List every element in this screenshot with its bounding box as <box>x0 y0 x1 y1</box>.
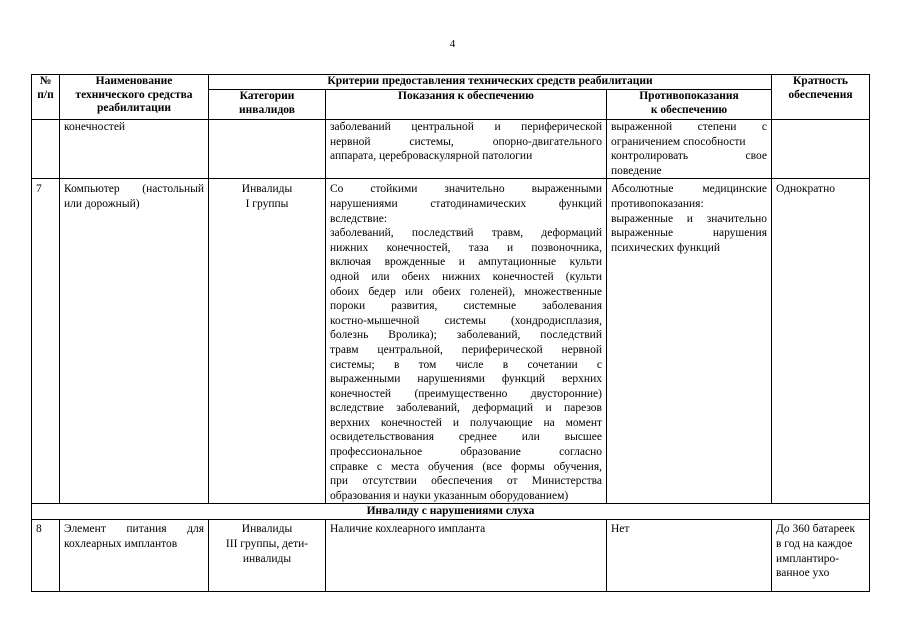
cell-category <box>209 120 326 179</box>
cell-frequency <box>772 120 870 179</box>
section-header-row <box>32 504 870 520</box>
cell-frequency: До 360 батареек в год на каждое имплантиро- ванное ухо <box>772 520 870 592</box>
cell-num <box>32 120 60 179</box>
header-categories: Категории инвалидов <box>209 90 326 120</box>
page-number: 4 <box>449 38 456 50</box>
table-row <box>32 179 870 504</box>
table-row <box>32 520 870 592</box>
cell-name: Компьютер (настольный или дорожный) <box>60 179 209 504</box>
table-row <box>32 120 870 179</box>
cell-num: 8 <box>32 520 60 592</box>
cell-category: Инвалиды I группы <box>209 179 326 504</box>
header-row-1 <box>32 75 870 90</box>
cell-indications: заболеваний центральной и периферической нервной системы, опорно-двигательного аппарата, цереброваскулярной патологии <box>326 120 607 179</box>
cell-contraindications: Нет <box>607 520 772 592</box>
cell-contraindications: Абсолютные медицинские противопоказания: выраженные и значительно выраженные нарушения психических функций <box>607 179 772 504</box>
rehab-criteria-table <box>31 74 870 592</box>
cell-contraindications: выраженной степени с ограничением способности контролировать свое поведение <box>607 120 772 179</box>
header-name: Наименование технического средства реабилитации <box>60 75 209 120</box>
header-num: № п/п <box>32 75 60 120</box>
cell-frequency: Однократно <box>772 179 870 504</box>
cell-indications: Со стойкими значительно выраженными нарушениями статодинамических функций вследствие: заболеваний, последствий травм, деформаций нижних конечностей, таза и позвоночника, включая врожденные и ампутационные культи одной или обеих нижних конечностей (культи обоих бедер или обеих голеней), множественные пороки развития, системные заболевания костно-мышечной системы (хондродисплазия, болезнь Вролика); заболеваний, последствий травм центральной, периферической нервной системы; в том числе в сочетании с выраженными нарушениями функций верхних конечностей (преимущественно двусторонние) вследствие заболеваний, деформаций и парезов верхних конечностей и получающие на момент освидетельствования среднее или высшее профессиональное образование согласно справке с места обучения (все формы обучения, при отсутствии обеспечения от Министерства образования и науки указанным оборудованием) <box>326 179 607 504</box>
cell-num: 7 <box>32 179 60 504</box>
cell-category: Инвалиды III группы, дети- инвалиды <box>209 520 326 592</box>
header-indications: Показания к обеспечению <box>326 90 607 120</box>
header-criteria: Критерии предоставления технических средств реабилитации <box>209 75 772 90</box>
cell-name: Элемент питания для кохлеарных имплантов <box>60 520 209 592</box>
cell-indications: Наличие кохлеарного импланта <box>326 520 607 592</box>
header-frequency: Кратность обеспечения <box>772 75 870 120</box>
header-contraindications: Противопоказания к обеспечению <box>607 90 772 120</box>
section-title: Инвалиду с нарушениями слуха <box>32 504 870 520</box>
cell-name: конечностей <box>60 120 209 179</box>
